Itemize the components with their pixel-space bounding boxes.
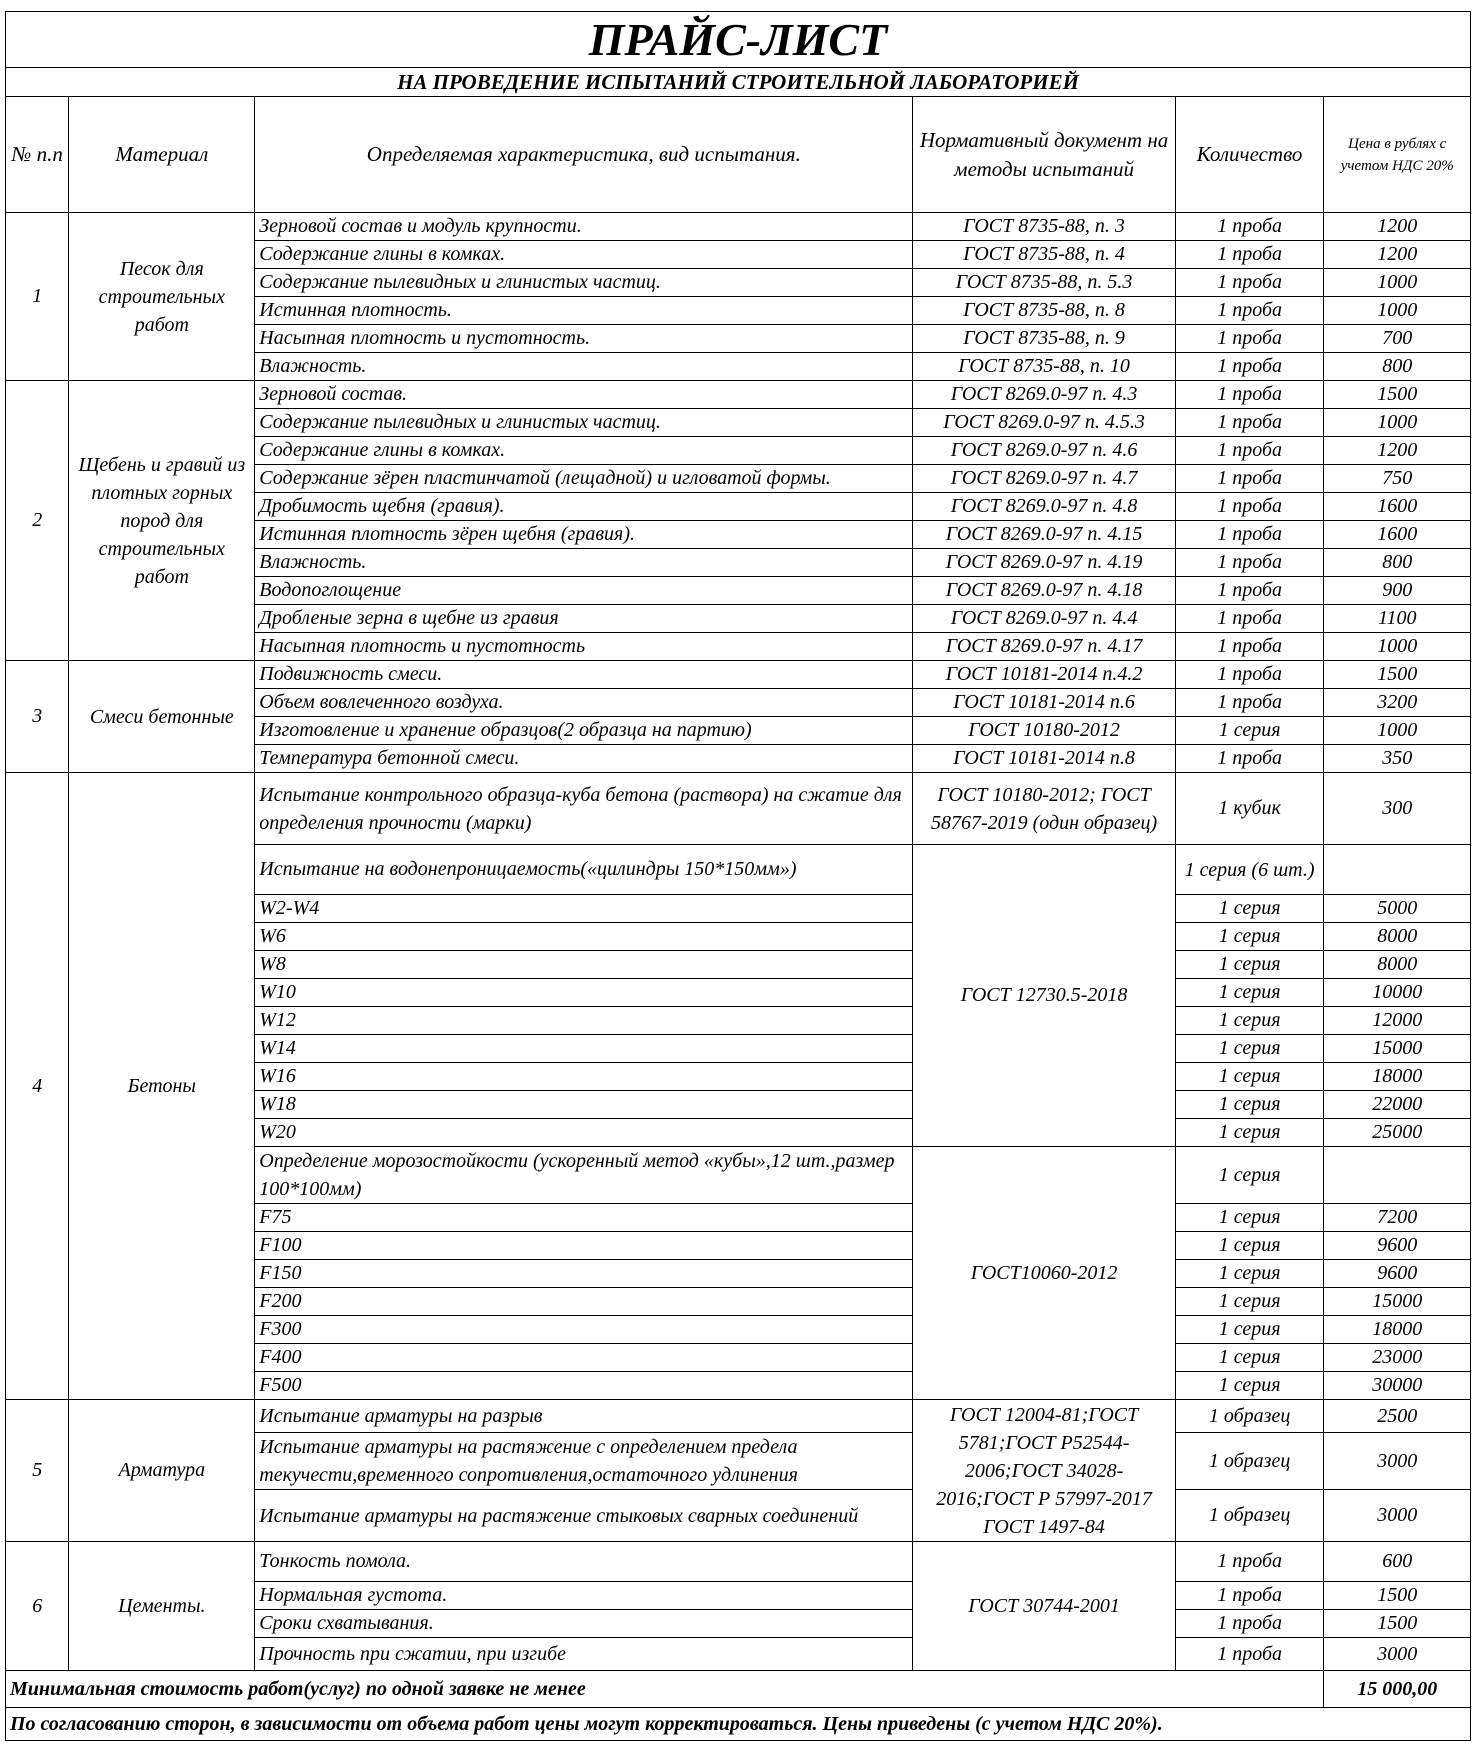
price: 1200 — [1324, 241, 1471, 269]
table-row — [6, 381, 1471, 409]
test-name: W12 — [255, 1007, 913, 1035]
group-number: 4 — [6, 773, 69, 1400]
table-row — [6, 773, 1471, 845]
price: 350 — [1324, 745, 1471, 773]
quantity: 1 серия — [1175, 951, 1324, 979]
quantity: 1 проба — [1175, 661, 1324, 689]
price: 1500 — [1324, 1582, 1471, 1610]
quantity: 1 кубик — [1175, 773, 1324, 845]
group-number: 2 — [6, 381, 69, 661]
quantity: 1 проба — [1175, 521, 1324, 549]
test-name: F400 — [255, 1344, 913, 1372]
test-name: F75 — [255, 1204, 913, 1232]
quantity: 1 серия — [1175, 1091, 1324, 1119]
test-name: Испытание арматуры на растяжение с определением предела текучести,временного сопротивления,остаточного удлинения — [255, 1433, 913, 1490]
quantity: 1 проба — [1175, 1610, 1324, 1638]
norm-doc: ГОСТ 8735-88, п. 9 — [913, 325, 1175, 353]
quantity: 1 проба — [1175, 605, 1324, 633]
price — [1324, 1147, 1471, 1204]
test-name: Насыпная плотность и пустотность. — [255, 325, 913, 353]
quantity: 1 образец — [1175, 1400, 1324, 1433]
price: 1200 — [1324, 213, 1471, 241]
group-material: Арматура — [69, 1400, 255, 1542]
test-name: Прочность при сжатии, при изгибе — [255, 1638, 913, 1671]
quantity: 1 серия — [1175, 717, 1324, 745]
header-material: Материал — [69, 97, 255, 213]
norm-doc: ГОСТ 8269.0-97 п. 4.4 — [913, 605, 1175, 633]
price: 1500 — [1324, 381, 1471, 409]
header-num: № п.п — [6, 97, 69, 213]
price: 1100 — [1324, 605, 1471, 633]
test-name: F100 — [255, 1232, 913, 1260]
quantity: 1 проба — [1175, 325, 1324, 353]
quantity: 1 проба — [1175, 1638, 1324, 1671]
price: 300 — [1324, 773, 1471, 845]
test-name: Зерновой состав. — [255, 381, 913, 409]
test-name: Испытание арматуры на растяжение стыковых сварных соединений — [255, 1490, 913, 1542]
group-number: 3 — [6, 661, 69, 773]
quantity: 1 проба — [1175, 745, 1324, 773]
price: 23000 — [1324, 1344, 1471, 1372]
test-name: Определение морозостойкости (ускоренный метод «кубы»,12 шт.,размер 100*100мм) — [255, 1147, 913, 1204]
quantity: 1 серия (6 шт.) — [1175, 845, 1324, 895]
norm-doc: ГОСТ 8269.0-97 п. 4.17 — [913, 633, 1175, 661]
group-material: Щебень и гравий из плотных горных пород для строительных работ — [69, 381, 255, 661]
test-name: Испытание контрольного образца-куба бетона (раствора) на сжатие для определения прочности (марки) — [255, 773, 913, 845]
price: 3000 — [1324, 1638, 1471, 1671]
test-name: W2-W4 — [255, 895, 913, 923]
norm-doc: ГОСТ 8735-88, п. 5.3 — [913, 269, 1175, 297]
test-name: F500 — [255, 1372, 913, 1400]
page-subtitle: НА ПРОВЕДЕНИЕ ИСПЫТАНИЙ СТРОИТЕЛЬНОЙ ЛАБОРАТОРИЕЙ — [6, 68, 1471, 97]
group-material: Смеси бетонные — [69, 661, 255, 773]
norm-doc: ГОСТ 10181-2014 п.8 — [913, 745, 1175, 773]
price: 1600 — [1324, 493, 1471, 521]
test-name: W18 — [255, 1091, 913, 1119]
price: 1000 — [1324, 409, 1471, 437]
test-name: Водопоглощение — [255, 577, 913, 605]
test-name: F150 — [255, 1260, 913, 1288]
test-name: Зерновой состав и модуль крупности. — [255, 213, 913, 241]
price: 12000 — [1324, 1007, 1471, 1035]
quantity: 1 серия — [1175, 1119, 1324, 1147]
norm-doc: ГОСТ 30744-2001 — [913, 1542, 1175, 1671]
price: 2500 — [1324, 1400, 1471, 1433]
price — [1324, 845, 1471, 895]
norm-doc: ГОСТ 8269.0-97 п. 4.18 — [913, 577, 1175, 605]
price: 1000 — [1324, 269, 1471, 297]
test-name: Содержание зёрен пластинчатой (лещадной) и игловатой формы. — [255, 465, 913, 493]
table-row — [6, 213, 1471, 241]
price: 1500 — [1324, 661, 1471, 689]
quantity: 1 серия — [1175, 923, 1324, 951]
group-material: Цементы. — [69, 1542, 255, 1671]
quantity: 1 серия — [1175, 979, 1324, 1007]
price: 15000 — [1324, 1035, 1471, 1063]
test-name: Насыпная плотность и пустотность — [255, 633, 913, 661]
table-row — [6, 1400, 1471, 1433]
price: 9600 — [1324, 1232, 1471, 1260]
norm-doc: ГОСТ 8269.0-97 п. 4.6 — [913, 437, 1175, 465]
test-name: F300 — [255, 1316, 913, 1344]
quantity: 1 образец — [1175, 1490, 1324, 1542]
norm-doc: ГОСТ 10181-2014 п.4.2 — [913, 661, 1175, 689]
norm-doc: ГОСТ 12004-81;ГОСТ 5781;ГОСТ Р52544-2006;ГОСТ 34028-2016;ГОСТ Р 57997-2017 ГОСТ 1497-84 — [913, 1400, 1175, 1542]
test-name: Объем вовлеченного воздуха. — [255, 689, 913, 717]
price: 22000 — [1324, 1091, 1471, 1119]
norm-doc: ГОСТ 8269.0-97 п. 4.15 — [913, 521, 1175, 549]
test-name: W10 — [255, 979, 913, 1007]
quantity: 1 серия — [1175, 1147, 1324, 1204]
quantity: 1 серия — [1175, 1316, 1324, 1344]
group-material: Песок для строительных работ — [69, 213, 255, 381]
price: 800 — [1324, 353, 1471, 381]
minimum-cost-label: Минимальная стоимость работ(услуг) по одной заявке не менее — [6, 1671, 1324, 1708]
test-name: Содержание пылевидных и глинистых частиц. — [255, 269, 913, 297]
test-name: Влажность. — [255, 353, 913, 381]
price: 600 — [1324, 1542, 1471, 1582]
quantity: 1 проба — [1175, 689, 1324, 717]
test-name: W16 — [255, 1063, 913, 1091]
norm-doc: ГОСТ10060-2012 — [913, 1147, 1175, 1400]
norm-doc: ГОСТ 10180-2012; ГОСТ 58767-2019 (один образец) — [913, 773, 1175, 845]
norm-doc: ГОСТ 8735-88, п. 4 — [913, 241, 1175, 269]
test-name: Истинная плотность зёрен щебня (гравия). — [255, 521, 913, 549]
norm-doc: ГОСТ 10181-2014 п.6 — [913, 689, 1175, 717]
quantity: 1 проба — [1175, 213, 1324, 241]
test-name: Испытание на водонепроницаемость(«цилиндры 150*150мм») — [255, 845, 913, 895]
quantity: 1 серия — [1175, 1232, 1324, 1260]
price-table — [5, 11, 1471, 1741]
test-name: Температура бетонной смеси. — [255, 745, 913, 773]
norm-doc: ГОСТ 8269.0-97 п. 4.19 — [913, 549, 1175, 577]
price: 800 — [1324, 549, 1471, 577]
norm-doc: ГОСТ 8735-88, п. 8 — [913, 297, 1175, 325]
price: 1000 — [1324, 633, 1471, 661]
quantity: 1 проба — [1175, 493, 1324, 521]
test-name: Дробленые зерна в щебне из гравия — [255, 605, 913, 633]
quantity: 1 проба — [1175, 577, 1324, 605]
norm-doc: ГОСТ 8735-88, п. 3 — [913, 213, 1175, 241]
quantity: 1 серия — [1175, 1260, 1324, 1288]
price: 15000 — [1324, 1288, 1471, 1316]
price: 8000 — [1324, 951, 1471, 979]
price: 750 — [1324, 465, 1471, 493]
test-name: Дробимость щебня (гравия). — [255, 493, 913, 521]
norm-doc: ГОСТ 8269.0-97 п. 4.7 — [913, 465, 1175, 493]
test-name: Содержание пылевидных и глинистых частиц. — [255, 409, 913, 437]
header-quantity: Количество — [1175, 97, 1324, 213]
quantity: 1 образец — [1175, 1433, 1324, 1490]
header-characteristic: Определяемая характеристика, вид испытания. — [255, 97, 913, 213]
norm-doc: ГОСТ 8269.0-97 п. 4.3 — [913, 381, 1175, 409]
quantity: 1 проба — [1175, 465, 1324, 493]
price: 18000 — [1324, 1316, 1471, 1344]
minimum-cost-row — [6, 1671, 1471, 1708]
test-name: Влажность. — [255, 549, 913, 577]
price: 1000 — [1324, 297, 1471, 325]
test-name: Тонкость помола. — [255, 1542, 913, 1582]
price: 3000 — [1324, 1433, 1471, 1490]
quantity: 1 серия — [1175, 1063, 1324, 1091]
test-name: Сроки схватывания. — [255, 1610, 913, 1638]
group-number: 6 — [6, 1542, 69, 1671]
quantity: 1 проба — [1175, 549, 1324, 577]
price: 900 — [1324, 577, 1471, 605]
test-name: Изготовление и хранение образцов(2 образца на партию) — [255, 717, 913, 745]
header-norm-doc: Нормативный документ на методы испытаний — [913, 97, 1175, 213]
price: 3200 — [1324, 689, 1471, 717]
price: 8000 — [1324, 923, 1471, 951]
quantity: 1 проба — [1175, 633, 1324, 661]
quantity: 1 проба — [1175, 1582, 1324, 1610]
table-row — [6, 1542, 1471, 1582]
price-note: По согласованию сторон, в зависимости от объема работ цены могут корректироваться. Цены приведены (с учетом НДС 20%). — [6, 1708, 1471, 1741]
price: 1000 — [1324, 717, 1471, 745]
price: 5000 — [1324, 895, 1471, 923]
test-name: Испытание арматуры на разрыв — [255, 1400, 913, 1433]
quantity: 1 проба — [1175, 381, 1324, 409]
quantity: 1 серия — [1175, 895, 1324, 923]
note-row — [6, 1708, 1471, 1741]
price: 3000 — [1324, 1490, 1471, 1542]
group-number: 1 — [6, 213, 69, 381]
test-name: Подвижность смеси. — [255, 661, 913, 689]
price: 30000 — [1324, 1372, 1471, 1400]
test-name: W6 — [255, 923, 913, 951]
test-name: W8 — [255, 951, 913, 979]
test-name: Содержание глины в комках. — [255, 437, 913, 465]
quantity: 1 проба — [1175, 437, 1324, 465]
price: 700 — [1324, 325, 1471, 353]
price: 9600 — [1324, 1260, 1471, 1288]
price: 10000 — [1324, 979, 1471, 1007]
quantity: 1 серия — [1175, 1007, 1324, 1035]
price: 7200 — [1324, 1204, 1471, 1232]
test-name: Содержание глины в комках. — [255, 241, 913, 269]
group-number: 5 — [6, 1400, 69, 1542]
quantity: 1 серия — [1175, 1288, 1324, 1316]
table-header-row — [6, 97, 1471, 213]
group-material: Бетоны — [69, 773, 255, 1400]
price: 25000 — [1324, 1119, 1471, 1147]
quantity: 1 проба — [1175, 1542, 1324, 1582]
price: 18000 — [1324, 1063, 1471, 1091]
price: 1500 — [1324, 1610, 1471, 1638]
quantity: 1 проба — [1175, 269, 1324, 297]
norm-doc: ГОСТ 8269.0-97 п. 4.8 — [913, 493, 1175, 521]
quantity: 1 серия — [1175, 1204, 1324, 1232]
page-title: ПРАЙС-ЛИСТ — [6, 12, 1471, 68]
test-name: F200 — [255, 1288, 913, 1316]
quantity: 1 серия — [1175, 1035, 1324, 1063]
test-name: W20 — [255, 1119, 913, 1147]
norm-doc: ГОСТ 12730.5-2018 — [913, 845, 1175, 1147]
price: 1200 — [1324, 437, 1471, 465]
header-price: Цена в рублях с учетом НДС 20% — [1324, 97, 1471, 213]
norm-doc: ГОСТ 8735-88, п. 10 — [913, 353, 1175, 381]
test-name: W14 — [255, 1035, 913, 1063]
price-list-sheet — [5, 11, 1471, 1746]
minimum-cost-value: 15 000,00 — [1324, 1671, 1471, 1708]
quantity: 1 проба — [1175, 241, 1324, 269]
quantity: 1 серия — [1175, 1372, 1324, 1400]
norm-doc: ГОСТ 8269.0-97 п. 4.5.3 — [913, 409, 1175, 437]
quantity: 1 проба — [1175, 353, 1324, 381]
table-row — [6, 661, 1471, 689]
quantity: 1 проба — [1175, 409, 1324, 437]
price: 1600 — [1324, 521, 1471, 549]
test-name: Нормальная густота. — [255, 1582, 913, 1610]
quantity: 1 серия — [1175, 1344, 1324, 1372]
quantity: 1 проба — [1175, 297, 1324, 325]
norm-doc: ГОСТ 10180-2012 — [913, 717, 1175, 745]
test-name: Истинная плотность. — [255, 297, 913, 325]
